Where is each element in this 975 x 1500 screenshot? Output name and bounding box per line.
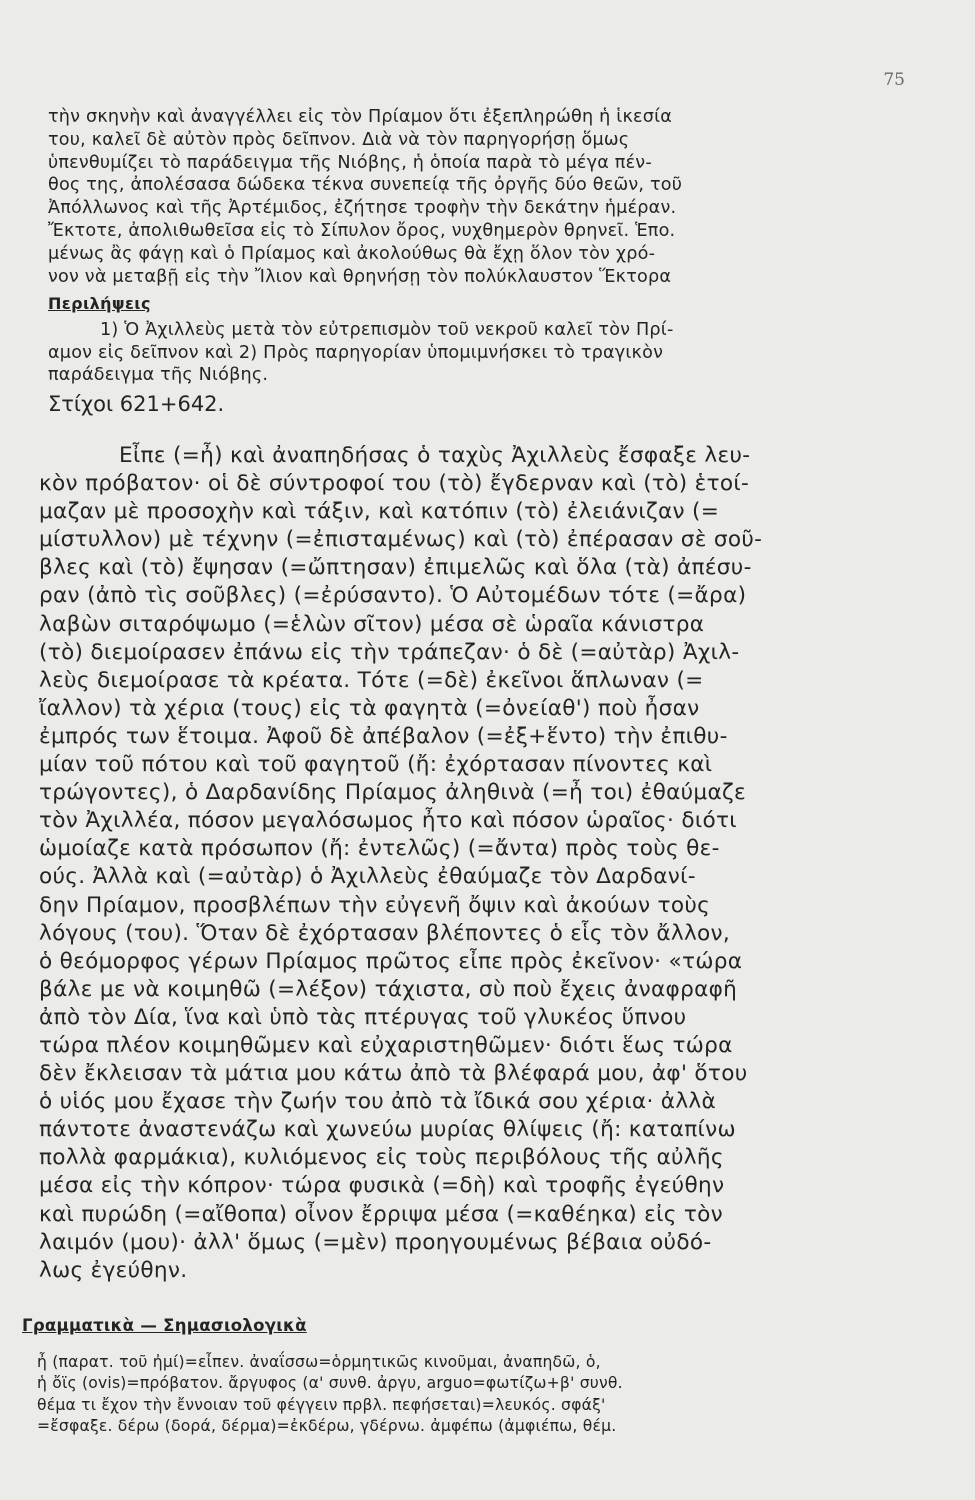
translation-line: βάλε με νὰ κοιμηθῶ (=λέξον) τάχιστα, σὺ ποὺ ἔχεις ἀναφραφῆ: [39, 976, 738, 1002]
translation-line: ἀπὸ τὸν Δία, ἵνα καὶ ὑπὸ τὰς πτέρυγας τοῦ γλυκέος ὕπνου: [39, 1004, 687, 1030]
translation-line: μίστυλλον) μὲ τέχνην (=ἐπισταμένως) καὶ (τὸ) ἐπέρασαν σὲ σοῦ-: [39, 527, 763, 553]
translation-line: λόγους (του). Ὅταν δὲ ἐχόρτασαν βλέποντες ὁ εἷς τὸν ἄλλον,: [39, 920, 731, 946]
translation-line: καὶ πυρώδη (=αἴθοπα) οἶνον ἔρριψα μέσα (=καθέηκα) εἰς τὸν: [39, 1201, 724, 1227]
text-line: τὴν σκηνὴν καὶ ἀναγγέλλει εἰς τὸν Πρίαμον ὅτι ἐξεπληρώθη ἡ ἱκεσία: [48, 107, 673, 127]
translation-line: (τὸ) διεμοίρασεν ἐπάνω εἰς τὴν τράπεζαν· ὁ δὲ (=αὐτὰρ) Ἀχιλ-: [39, 639, 740, 665]
translation-line: λαιμόν (μου)· ἀλλ' ὅμως (=μὲν) προηγουμένως βέβαια οὐδό-: [39, 1229, 712, 1255]
translation-line: ὁ υἱός μου ἔχασε τὴν ζωήν του ἀπὸ τὰ ἴδικά σου χέρια· ἀλλὰ: [39, 1089, 717, 1115]
translation-line: λαβὼν σιταρόψωμο (=ἑλὼν σῖτον) μέσα σὲ ὡραῖα κάνιστρα: [39, 611, 705, 637]
translation-line: τρώγοντες), ὁ Δαρδανίδης Πρίαμος ἀληθινὰ (=ἦ τοι) ἐθαύμαζε: [39, 780, 747, 806]
translation-line: ούς. Ἀλλὰ καὶ (=αὐτὰρ) ὁ Ἀχιλλεὺς ἐθαύμαζε τὸν Δαρδανί-: [39, 864, 696, 890]
translation-line: πολλὰ φαρμάκια), κυλιόμενος εἰς τοὺς περιβόλους τῆς αὐλῆς: [39, 1145, 724, 1171]
grammar-notes: [37, 1352, 887, 1437]
text-line: του, καλεῖ δὲ αὐτὸν πρὸς δεῖπνον. Διὰ νὰ τὸν παρηγορήσῃ ὅμως: [48, 129, 630, 150]
summary-line: 1) Ὁ Ἀχιλλεὺς μετὰ τὸν εὐτρεπισμὸν τοῦ νεκροῦ καλεῖ τὸν Πρί-: [100, 320, 674, 341]
translation-line: μίαν τοῦ πότου καὶ τοῦ φαγητοῦ (ἤ: ἐχόρτασαν πίνοντες καὶ: [39, 752, 713, 778]
text-line: νον νὰ μεταβῇ εἰς τὴν Ἴλιον καὶ θρηνήσῃ τὸν πολύκλαυστον Ἕκτορα: [48, 266, 672, 287]
translation-line: ραν (ἀπὸ τὶς σοῦβλες) (=ἐρύσαντο). Ὁ Αὐτομέδων τότε (=ἄρα): [39, 583, 747, 609]
note-line: =ἔσφαξε. δέρω (δορά, δέρμα)=ἐκδέρω, γδέρνω. ἀμφέπω (ἀμφιέπω, θέμ.: [37, 1416, 617, 1435]
translation-line: βλες καὶ (τὸ) ἔψησαν (=ὤπτησαν) ἐπιμελῶς καὶ ὅλα (τὰ) ἀπέσυ-: [39, 555, 752, 581]
translation-line: δὲν ἔκλεισαν τὰ μάτια μου κάτω ἀπὸ τὰ βλέφαρά μου, ἀφ' ὅτου: [39, 1061, 748, 1087]
translation-line: ἐμπρός των ἕτοιμα. Ἀφοῦ δὲ ἀπέβαλον (=ἐξ+ἕντο) τὴν ἐπιθυ-: [39, 723, 728, 749]
translation-line: ἴαλλον) τὰ χέρια (τους) εἰς τὰ φαγητὰ (=ὀνείαθ') ποὺ ἦσαν: [39, 695, 700, 721]
translation-line: μέσα εἰς τὴν κόπρον· τώρα φυσικὰ (=δὴ) καὶ τροφῆς ἐγεύθην: [39, 1173, 725, 1199]
translation-line: Εἶπε (=ἦ) καὶ ἀναπηδήσας ὁ ταχὺς Ἀχιλλεὺς ἔσφαξε λευ-: [119, 443, 751, 468]
text-line: θος της, ἀπολέσασα δώδεκα τέκνα συνεπείᾳ τῆς ὀργῆς δύο θεῶν, τοῦ: [48, 175, 683, 196]
translation-line: τὸν Ἀχιλλέα, πόσον μεγαλόσωμος ἦτο καὶ πόσον ὡραῖος· διότι: [39, 808, 737, 834]
text-line: Ἔκτοτε, ἀπολιθωθεῖσα εἰς τὸ Σίπυλον ὄρος, νυχθημερὸν θρηνεῖ. Ἑπο.: [48, 220, 676, 241]
note-line: ἦ (παρατ. τοῦ ἠμί)=εἶπεν. ἀναΐσσω=ὁρμητικῶς κινοῦμαι, ἀναπηδῶ, ὁ,: [37, 1353, 601, 1371]
translation-line: τώρα πλέον κοιμηθῶμεν καὶ εὐχαριστηθῶμεν· διότι ἕως τώρα: [39, 1032, 733, 1058]
translation-line: ὁ θεόμορφος γέρων Πρίαμος πρῶτος εἶπε πρὸς ἐκεῖνον· «τώρα: [39, 948, 743, 974]
translation-line: ὡμοίαζε κατὰ πρόσωπον (ἤ: ἐντελῶς) (=ἄντα) πρὸς τοὺς θε-: [39, 836, 720, 862]
text-line: ὑπενθυμίζει τὸ παράδειγμα τῆς Νιόβης, ἡ ὁποία παρὰ τὸ μέγα πέν-: [48, 152, 652, 173]
translation-line: λως ἐγεύθην.: [39, 1257, 188, 1283]
summary-heading: Περιλήψεις: [48, 294, 151, 314]
text-line: μένως ἂς φάγῃ καὶ ὁ Πρίαμος καὶ ἀκολούθως θὰ ἔχῃ ὅλον τὸν χρό-: [48, 243, 656, 264]
translation-line: λεὺς διεμοίρασε τὰ κρέατα. Τότε (=δὲ) ἐκεῖνοι ἅπλωναν (=: [39, 667, 704, 693]
page-number: 75: [883, 70, 905, 90]
text-line: Ἀπόλλωνος καὶ τῆς Ἀρτέμιδος, ἐζήτησε τροφὴν τὴν δεκάτην ἡμέραν.: [48, 198, 677, 219]
note-line: ἡ ὄϊς (ovis)=πρόβατον. ἄργυφος (α' συνθ. ἀργυ, arguo=φωτίζω+β' συνθ.: [37, 1374, 623, 1393]
grammar-heading: Γραμματικὰ — Σημασιολογικὰ: [22, 1316, 307, 1335]
verses-label: Στίχοι 621+642.: [48, 391, 225, 416]
intro-section: [48, 106, 886, 418]
translation-line: δην Πρίαμον, προσβλέπων τὴν εὐγενῆ ὄψιν καὶ ἀκούων τοὺς: [39, 892, 711, 918]
summary-line: αμον εἰς δεῖπνον καὶ 2) Πρὸς παρηγορίαν ὑπομιμνήσκει τὸ τραγικὸν: [48, 342, 664, 363]
note-line: θέμα τι ἔχον τὴν ἔννοιαν τοῦ φέγγειν πρβλ. πεφήσεται)=λευκός. σφάξ': [37, 1395, 606, 1414]
translation-section: [39, 442, 887, 1285]
translation-line: κὸν πρόβατον· οἱ δὲ σύντροφοί του (τὸ) ἔγδερναν καὶ (τὸ) ἑτοί-: [39, 471, 750, 497]
summary-line: παράδειγμα τῆς Νιόβης.: [48, 365, 269, 386]
translation-line: μαζαν μὲ προσοχὴν καὶ τάξιν, καὶ κατόπιν (τὸ) ἐλειάνιζαν (=: [39, 499, 720, 525]
translation-line: πάντοτε ἀναστενάζω καὶ χωνεύω μυρίας θλίψεις (ἤ: καταπίνω: [39, 1117, 736, 1143]
